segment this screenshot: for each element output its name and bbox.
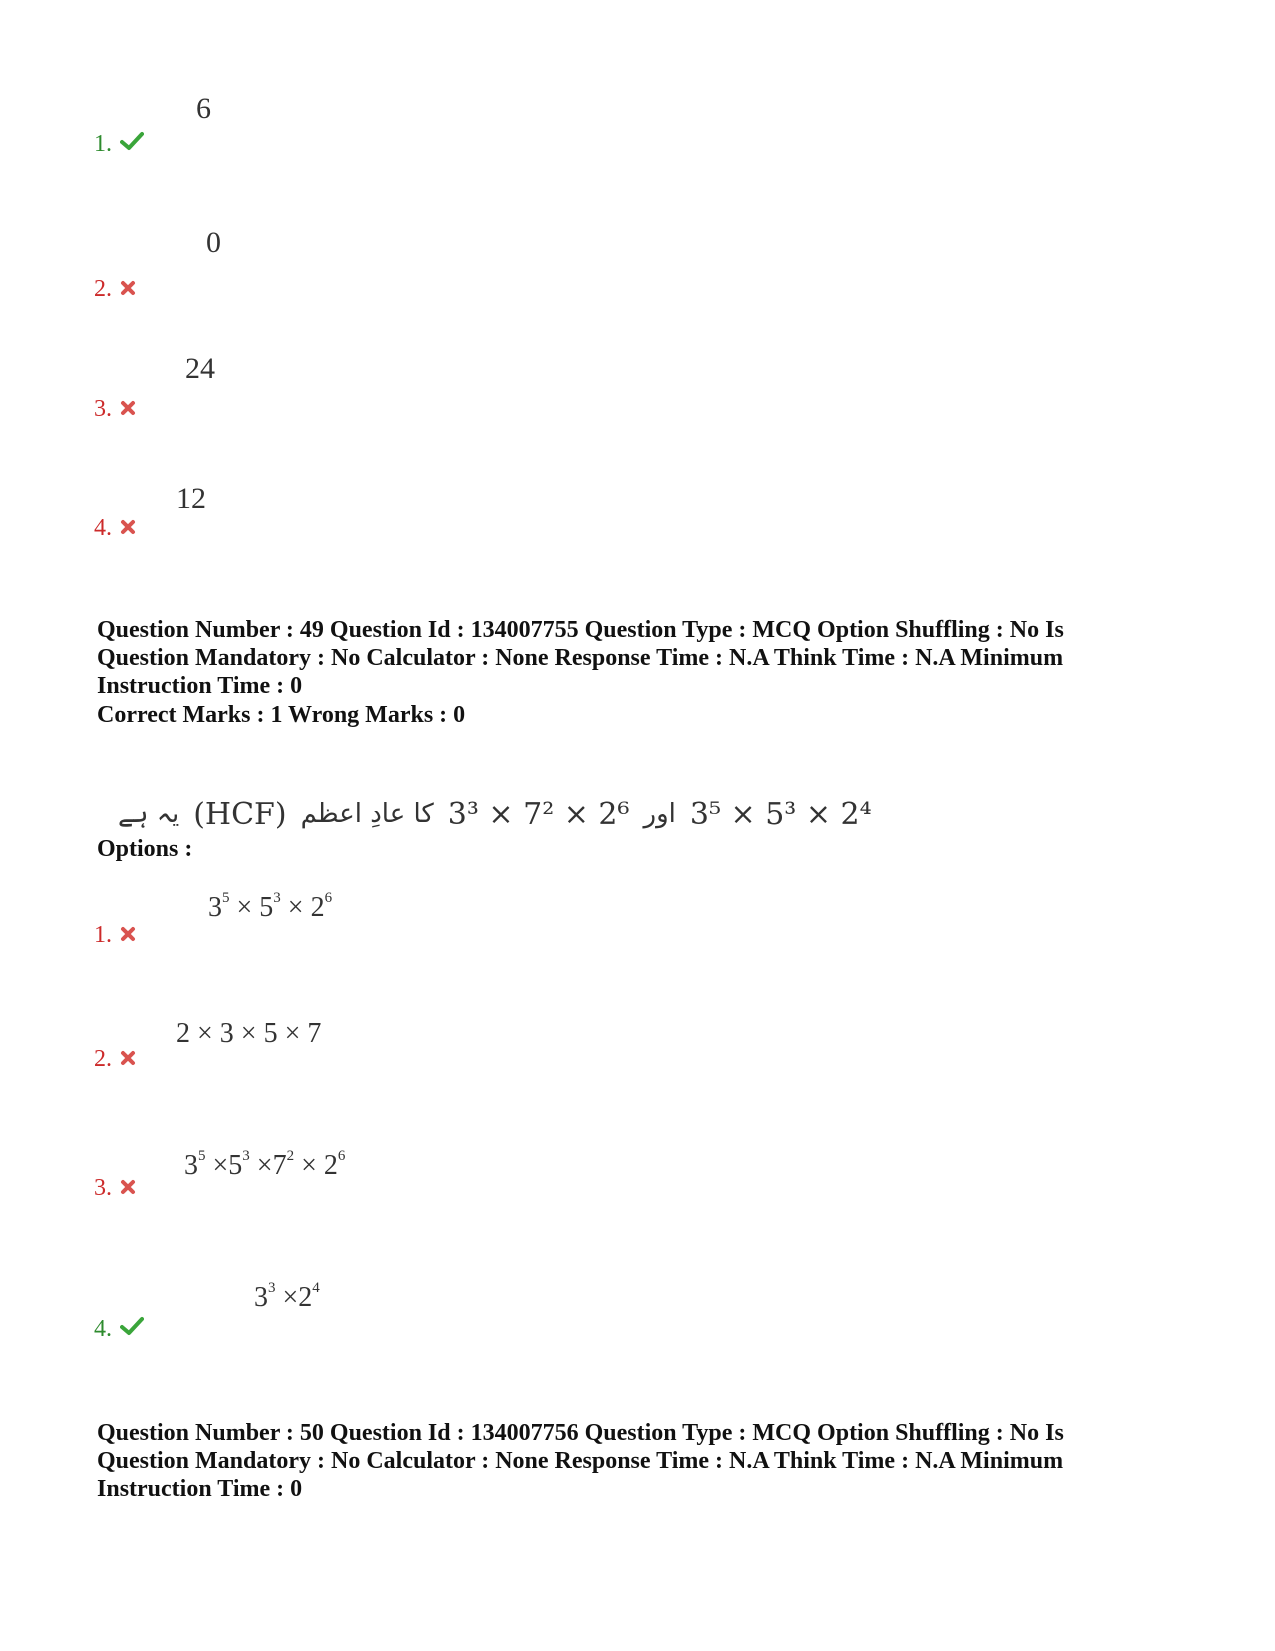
check-icon [120,1316,144,1343]
option-number: 4. [94,515,136,542]
option-number: 3. [94,1175,136,1202]
question-expr-b: 3³ × 7² × 2⁶ [447,796,630,832]
option-expression: 2 × 3 × 5 × 7 [176,1018,322,1049]
question-50-meta: Question Number : 50 Question Id : 134007756 Question Type : MCQ Option Shuffling : No Is Question Mandatory : No Calculator : None Response Time : N.A Think Time : N.A Minimum Instruction Time : 0 [97,1420,1064,1502]
cross-icon [120,1175,136,1202]
question-49-marks: Correct Marks : 1 Wrong Marks : 0 [97,702,466,728]
cross-icon [120,515,136,542]
option-number: 2. [94,276,136,303]
option-expression: $3^5 \times 5^3 \times 2^6$ [208,890,333,923]
option-value: 0 [206,226,221,259]
question-urdu-mid: کا عادِ اعظم [300,799,434,829]
question-urdu-end: یہ ہے [118,799,180,829]
cross-icon [120,1046,136,1073]
option-number: 3. [94,396,136,423]
option-value: 6 [196,92,211,125]
option-expression: $3^3 \times 2^4$ [254,1280,320,1313]
cross-icon [120,396,136,423]
option-number: 1. [94,131,144,158]
option-number: 4. [94,1316,144,1343]
option-expression: $3^5 \times 5^3 \times 7^2 \times 2^6$ [184,1148,346,1181]
question-urdu-and: اور [643,799,676,829]
question-hcf: (HCF) [193,796,287,832]
option-number: 2. [94,1046,136,1073]
option-value: 24 [185,352,215,385]
option-value: 12 [176,482,206,515]
question-49-meta: Question Number : 49 Question Id : 134007755 Question Type : MCQ Option Shuffling : No Is Question Mandatory : No Calculator : None Response Time : N.A Think Time : N.A Minimum Instruction Time : 0 [97,617,1064,699]
check-icon [120,131,144,158]
cross-icon [120,922,136,949]
question-expr-a: 3⁵ × 5³ × 2⁴ [689,796,872,832]
options-label: Options : [97,836,193,862]
question-49-text [118,795,886,845]
option-number: 1. [94,922,136,949]
cross-icon [120,276,136,303]
